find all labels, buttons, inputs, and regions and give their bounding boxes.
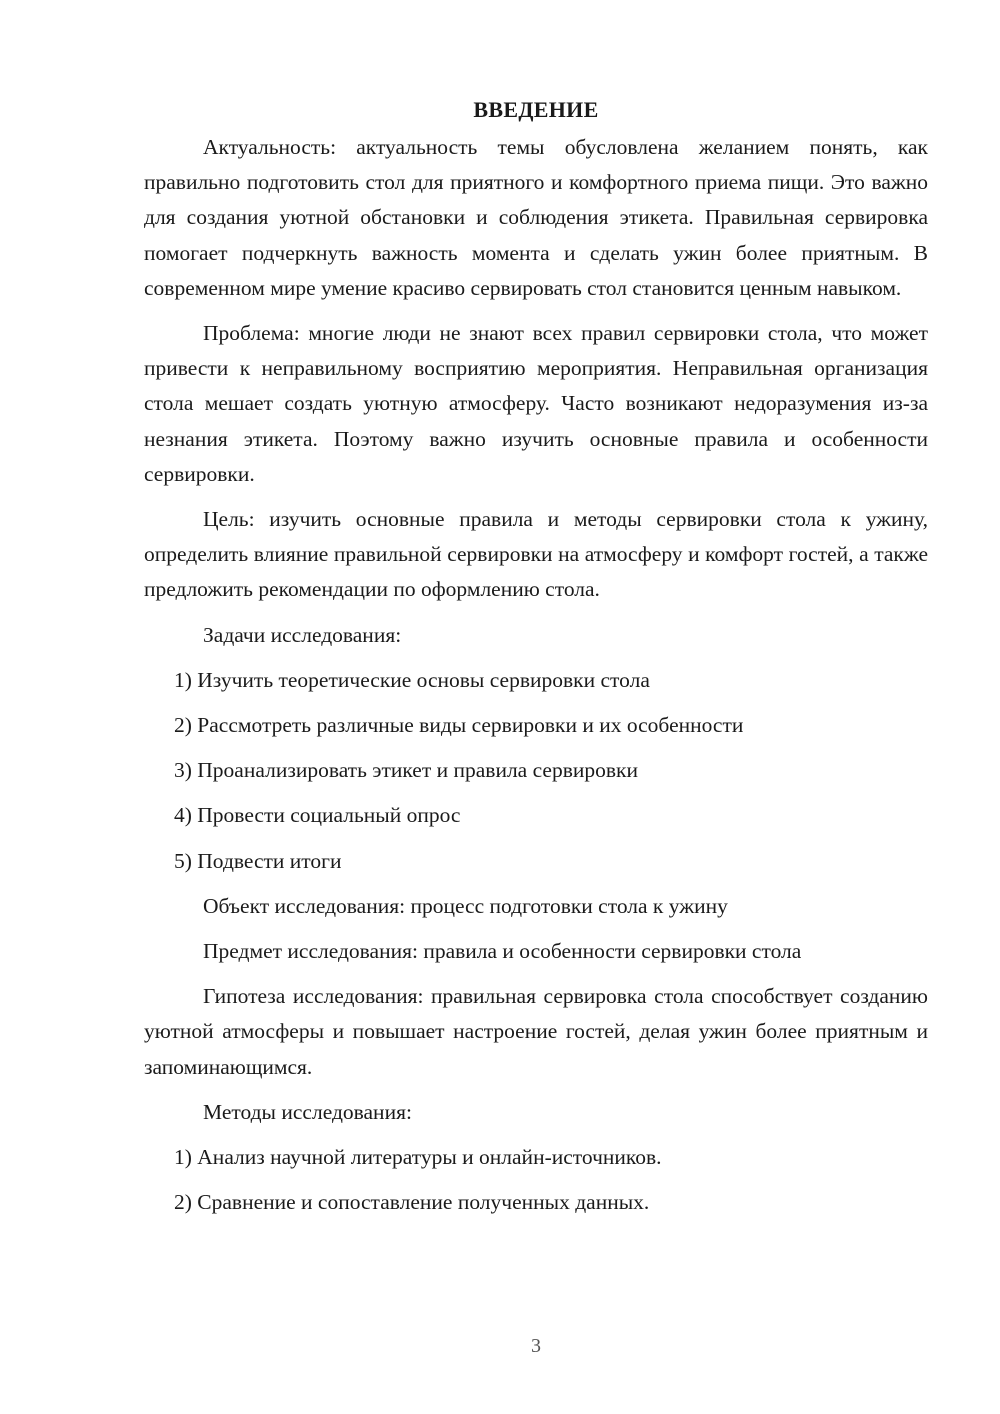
list-item: 1) Анализ научной литературы и онлайн-источников. (174, 1145, 662, 1170)
list-item: 1) Изучить теоретические основы сервировки стола (174, 667, 650, 692)
list-item: 4) Провести социальный опрос (174, 803, 461, 828)
methods-list (144, 1140, 928, 1220)
section-title: ВВЕДЕНИЕ (473, 97, 599, 122)
problem-paragraph: Проблема: многие люди не знают всех правил сервировки стола, что может привести к неправильному восприятию мероприятия. Неправильная организация стола мешает создать уютную атмосферу. Часто возникают недоразумения из-за незнания этикета. Поэтому важно изучить основные правила и особенности сервировки. (144, 321, 928, 486)
list-item: 2) Рассмотреть различные виды сервировки и их особенности (174, 713, 744, 738)
relevance-paragraph: Актуальность: актуальность темы обусловлена желанием понять, как правильно подготовить стол для приятного и комфортного приема пищи. Это важно для создания уютной обстановки и соблюдения этикета. Правильная сервировка помогает подчеркнуть важность момента и сделать ужин более приятным. В современном мире умение красиво сервировать стол становится ценным навыком. (144, 135, 928, 300)
document-body (144, 92, 928, 1230)
list-item: 5) Подвести итоги (174, 848, 342, 873)
list-item: 2) Сравнение и сопоставление полученных данных. (174, 1190, 650, 1215)
list-item: 3) Проанализировать этикет и правила сервировки (174, 758, 638, 783)
page-number: 3 (531, 1335, 541, 1357)
subject-paragraph: Предмет исследования: правила и особенности сервировки стола (203, 939, 802, 964)
tasks-heading: Задачи исследования: (203, 622, 402, 647)
object-paragraph: Объект исследования: процесс подготовки стола к ужину (203, 893, 728, 918)
hypothesis-paragraph: Гипотеза исследования: правильная сервировка стола способствует созданию уютной атмосферы и повышает настроение гостей, делая ужин более приятным и запоминающимся. (144, 984, 928, 1079)
methods-heading: Методы исследования: (203, 1099, 412, 1124)
goal-paragraph: Цель: изучить основные правила и методы сервировки стола к ужину, определить влияние правильной сервировки на атмосферу и комфорт гостей, а также предложить рекомендации по оформлению стола. (144, 507, 928, 602)
tasks-list (144, 663, 928, 879)
